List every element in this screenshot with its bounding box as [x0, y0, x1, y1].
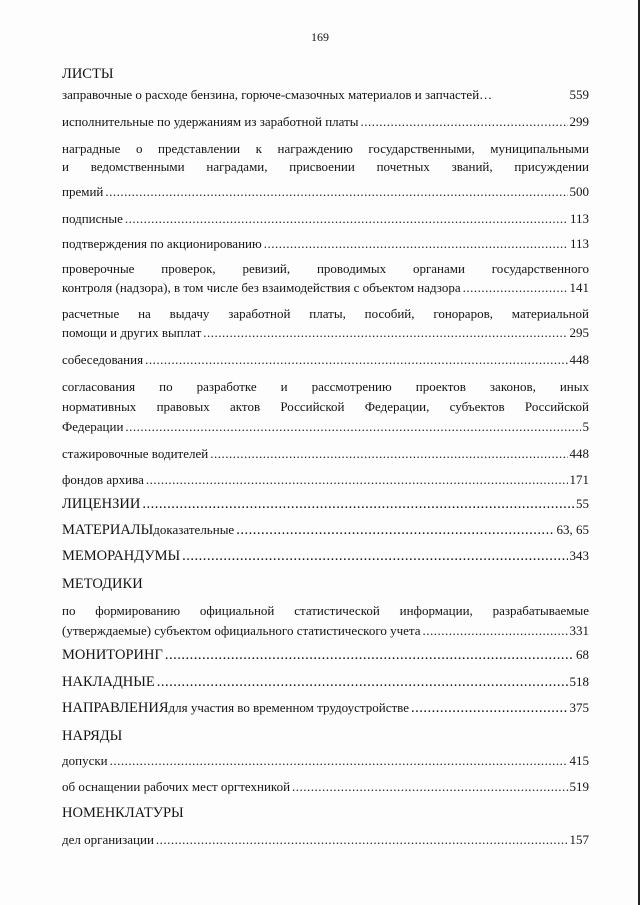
page-reference: 299 — [569, 114, 589, 129]
page-reference: 295 — [569, 325, 589, 340]
leader-dots — [361, 112, 568, 132]
page-reference: 141 — [569, 280, 589, 295]
entry-term: НАКЛАДНЫЕ — [62, 674, 155, 690]
page-reference: 448 — [569, 446, 589, 461]
index-heading-entry — [62, 520, 589, 540]
index-entry — [62, 777, 589, 797]
index-entry — [62, 830, 589, 850]
leader-dots — [423, 621, 568, 641]
leader-dots — [125, 209, 568, 229]
index-entry-line: проверочные проверок, ревизий, проводимых органами государственного — [62, 261, 589, 276]
leader-dots — [264, 234, 568, 254]
index-entry — [62, 85, 589, 105]
leader-dots — [203, 323, 567, 343]
index-entry-line: согласования по разработке и рассмотрению проектов законов, иных — [62, 379, 589, 394]
index-entry-line: нормативных правовых актов Российской Федерации, субъектов Российской — [62, 399, 589, 414]
entry-term: МАТЕРИАЛЫ — [62, 522, 154, 538]
index-heading-entry — [62, 494, 589, 514]
index-entry — [62, 444, 589, 464]
entry-term: заправочные о расходе бензина, горюче-смазочных материалов и запчастей… — [62, 87, 493, 102]
entry-subterm: доказательные — [153, 522, 235, 537]
index-entry — [62, 470, 589, 490]
entry-term: премий — [62, 184, 104, 199]
leader-dots — [292, 777, 567, 797]
leader-dots — [125, 417, 580, 437]
entry-term: исполнительные по удержаниям из заработной платы — [62, 114, 359, 129]
index-heading-entry — [62, 546, 589, 566]
entry-term: (утверждаемые) субъектом официального статистического учета — [62, 623, 421, 638]
page-reference: 113 — [569, 211, 589, 226]
entry-term: подтверждения по акционированию — [62, 236, 262, 251]
leader-dots — [110, 751, 568, 771]
page-reference: 5 — [582, 419, 589, 434]
leader-dots — [463, 278, 568, 298]
index-heading-entry — [62, 672, 589, 692]
leader-dots — [142, 494, 574, 514]
leader-dots — [145, 350, 567, 370]
index-entry-line: и ведомственными наградами, присвоении почетных званий, присуждении — [62, 159, 589, 174]
page-reference: 448 — [569, 352, 589, 367]
entry-term: допуски — [62, 753, 108, 768]
entry-term: ЛИЦЕНЗИИ — [62, 496, 141, 512]
index-entry — [62, 182, 589, 202]
leader-dots — [411, 698, 568, 718]
page-reference: 157 — [569, 832, 589, 847]
page-number: 169 — [311, 30, 329, 44]
leader-dots — [165, 645, 574, 665]
entry-term: МОНИТОРИНГ — [62, 647, 163, 663]
page-reference: 375 — [569, 700, 589, 715]
entry-term: помощи и других выплат — [62, 325, 202, 340]
leader-dots — [210, 444, 567, 464]
entry-term: собеседования — [62, 352, 144, 367]
page-reference: 171 — [569, 472, 589, 487]
leader-dots — [182, 546, 567, 566]
page-reference: 518 — [569, 674, 589, 689]
entry-term: об оснащении рабочих мест оргтехникой — [62, 779, 291, 794]
entry-term: дел организации — [62, 832, 154, 847]
index-entry — [62, 209, 589, 229]
index-entry-line: наградные о представлении к награждению государственными, муниципальными — [62, 141, 589, 156]
page-reference: 343 — [569, 548, 589, 563]
entry-term: контроля (надзора), в том числе без взаимодействия с объектом надзора — [62, 280, 461, 295]
index-heading: МЕТОДИКИ — [62, 576, 143, 592]
page-reference: 63, 65 — [556, 522, 589, 537]
index-entry — [62, 112, 589, 132]
leader-dots — [105, 182, 567, 202]
leader-dots — [156, 830, 568, 850]
page-reference: 55 — [576, 496, 589, 511]
leader-dots — [157, 672, 568, 692]
index-heading: НОМЕНКЛАТУРЫ — [62, 805, 184, 821]
entry-term: НАПРАВЛЕНИЯ — [62, 700, 169, 716]
leader-dots — [146, 470, 568, 490]
index-entry — [62, 417, 589, 437]
index-entry — [62, 621, 589, 641]
index-entry — [62, 278, 589, 298]
index-heading-entry — [62, 698, 589, 718]
index-entry — [62, 350, 589, 370]
entry-term: МЕМОРАНДУМЫ — [62, 548, 181, 564]
page-reference: 415 — [569, 753, 589, 768]
index-entry — [62, 323, 589, 343]
index-heading-entry — [62, 645, 589, 665]
page-reference: 68 — [576, 647, 589, 662]
entry-term: Федерации — [62, 419, 124, 434]
page-reference: 559 — [569, 87, 589, 102]
entry-term: подписные — [62, 211, 123, 226]
page-reference: 331 — [569, 623, 589, 638]
index-entry — [62, 234, 589, 254]
index-heading: ЛИСТЫ — [62, 66, 114, 82]
index-entry-line: по формированию официальной статистической информации, разрабатываемые — [62, 603, 589, 618]
page-reference: 500 — [569, 184, 589, 199]
leader-dots — [236, 520, 554, 540]
index-entry-line: расчетные на выдачу заработной платы, пособий, гонораров, материальной — [62, 306, 589, 321]
index-entry — [62, 751, 589, 771]
index-heading: НАРЯДЫ — [62, 728, 123, 744]
entry-subterm: для участия во временном трудоустройстве — [168, 700, 409, 715]
page-reference: 519 — [569, 779, 589, 794]
entry-term: фондов архива — [62, 472, 144, 487]
page-reference: 113 — [569, 236, 589, 251]
entry-term: стажировочные водителей — [62, 446, 209, 461]
